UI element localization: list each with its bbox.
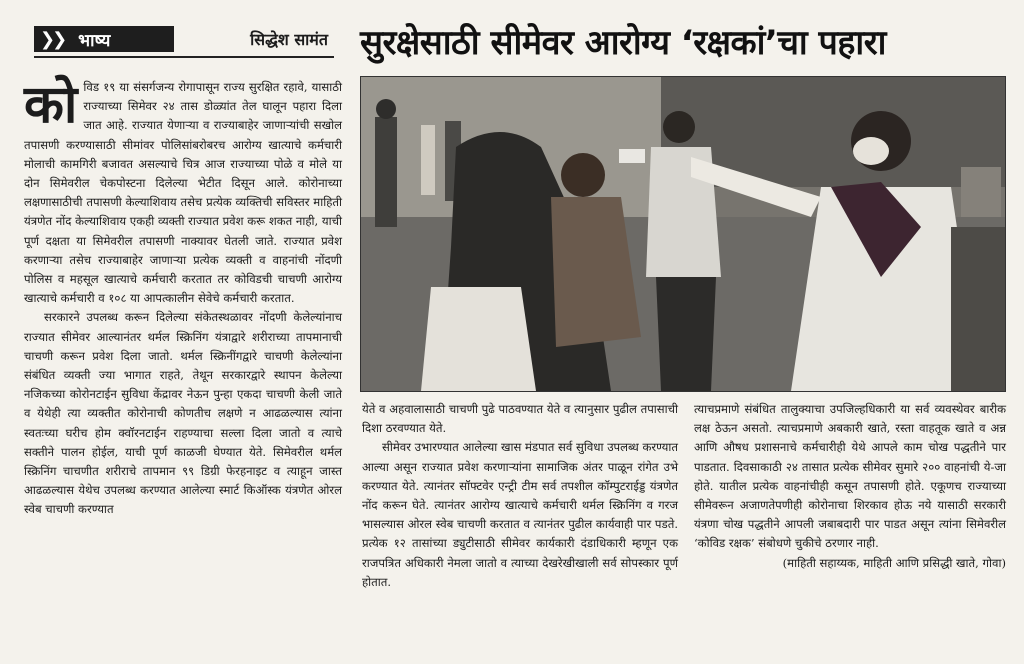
section-header xyxy=(34,22,334,58)
headline: सुरक्षेसाठी सीमेवर आरोग्य ‘रक्षकां’चा पहारा xyxy=(360,23,886,63)
checkpost-screening-photo xyxy=(361,77,1005,391)
section-name: भाष्य xyxy=(78,30,111,51)
article-paragraph xyxy=(24,75,342,308)
article-paragraph: येते व अहवालासाठी चाचणी पुढे पाठवण्यात येते व त्यानुसार पुढील तपासाची दिशा ठरवण्यात येते. xyxy=(362,402,678,436)
paragraph-text: विड १९ या संसर्गजन्य रोगापासून राज्य सुरक्षित रहावे, यासाठी राज्याच्या सिमेवर २४ तास डोळ्यांत तेल घालून पहारा दिला जात आहे. राज्यात येणाऱ्या व राज्याबाहेर जाणाऱ्यांची सखोल तपासणी करण्यासाठी सीमांवर पोलिसांबरोबरच आरोग्य खात्याचे कर्मचारी मोलाची कामगिरी बजावत असल्याचे चित्र आज राज्याच्या पोळे व मोले या दोन सिमेवरील चेकपोस्टना दिलेल्या भेटीत दिसून आले. कोरोनाच्या लक्षणासाठीची तपासणी केल्याशिवाय तसेच प्रत्येक व्यक्तिची सविस्तर माहिती यंत्रणेत नोंद केल्याशिवाय एकही व्यक्ती राज्यात प्रवेश करू शकत नाही, याची पूर्ण दक्षता या सिमेवरील तपासणी नाक्यावर घेतली जाते. राज्यात प्रवेश करणाऱ्या तसेच राज्याबाहेर जाणाऱ्या प्रत्येक व्यक्ती व वाहनांची नोंदणी पोलिस व महसूल खात्याचे कर्मचारी करतात तर कोविडची चाचणी आरोग्य खात्याचे कर्मचारी व १०८ या आपत्कालीन सेवेचे कर्मचारी करतात. xyxy=(24,80,342,306)
source-credit: (माहिती सहाय्यक, माहिती आणि प्रसिद्धी खाते, गोवा) xyxy=(782,555,1006,570)
section-tag-box xyxy=(34,26,174,52)
article-paragraph: त्याचप्रमाणे संबंधित तालुक्याचा उपजिल्हधिकारी या सर्व व्यवस्थेवर बारीक लक्ष ठेऊन असतो. त्याचप्रमाणे अबकारी खाते, रस्ता वाहतूक खाते व अन्न आणि औषध प्रशासनाचे कर्मचारीही येथे आपले काम चोख पद्धतीने पार पाडतात. दिवसाकाठी २४ तासात प्रत्येक सीमेवर सुमारे २०० वाहनांची ये-जा होते. यातील प्रत्येक वाहनांचीही कसून तपासणी होते. एकूणच राज्याच्या सीमेवरून अजाणतेपणीही कोरोनाचा शिरकाव होऊ नये यासाठी सरकारी यंत्रणा चोख पद्धतीने आपली जबाबदारी पार पाडत असून त्यांना सिमेवरील ‘कोविड रक्षक’ संबोधणे चुकीचे ठरणार नाही. xyxy=(694,402,1006,551)
article-paragraph: सरकारने उपलब्ध करून दिलेल्या संकेतस्थळावर नोंदणी केलेल्यांनाच राज्यात सीमेवर आल्यानंतर थर्मल स्क्रिनिंग यंत्राद्वारे शरीराच्या तापमानाची चाचणी करून प्रवेश दिला जातो. थर्मल स्क्रिनींगद्वारे चाचणी केलेल्यांना संबंधित व्यक्ती ज्या भागात राहते, तेथून सरकारद्वारे स्थापन केलेल्या नजिकच्या कोरोनटाईन सुविधा केंद्रावर नेऊन पुन्हा एकदा चाचणी केली जाते व येथेही त्या व्यक्तीत कोरोनाची कोणतीच लक्षणे न आढळल्यास त्यांना स्वतःच्या घरीच होम क्वॉरनटाईन राहण्याचा सल्ला दिला जातो व त्याचे सक्तीने पालन होईल, याची पूर्ण काळजी घेण्यात येते. सिमेवरील थर्मल स्क्रिनिंग चाचणीत शरीराचे तापमान ९९ डिग्री फेरहनाइट व त्याहून जास्त आढळल्यास येथेच उपलब्ध करण्यात आलेल्या स्मार्ट किऑस्क यंत्रणेत ओरल स्वेब चाचणी करण्यात xyxy=(24,310,342,517)
article-column-1 xyxy=(24,75,342,648)
news-photo xyxy=(360,76,1006,392)
article-paragraph: सीमेवर उभारण्यात आलेल्या खास मंडपात सर्व सुविधा उपलब्ध करण्यात आल्या असून राज्यात प्रवेश करणाऱ्यांना सामाजिक अंतर पाळून रांगेत उभे करण्यात येते. त्यानंतर सॉफ्टवेर एन्ट्री टीम सर्व तपशील कॉम्पुटराईड्ड यंत्रणेत नोंद करून घेते. त्यानंतर आरोग्य खात्याचे कर्मचारी थर्मल स्क्रिनिंग व गरज भासल्यास ओरल स्वेब चाचणी करतात व त्यानंतर पुढील कार्यवाही पार पडते. प्रत्येक १२ तासांच्या ड्युटीसाठी सीमेवर कार्यकारी दंडाधिकारी म्हणून एक राजपत्रित अधिकारी नेमला जातो व त्याच्या देखरेखीखाली सर्व सोपस्कार पूर्ण होतात. xyxy=(362,440,678,589)
article-column-2 xyxy=(362,400,678,650)
author-byline: सिद्धेश सामंत xyxy=(250,30,328,49)
drop-cap: को xyxy=(24,75,78,135)
double-chevron-icon: ❯❯ xyxy=(40,28,65,50)
article-column-3 xyxy=(694,400,1006,650)
